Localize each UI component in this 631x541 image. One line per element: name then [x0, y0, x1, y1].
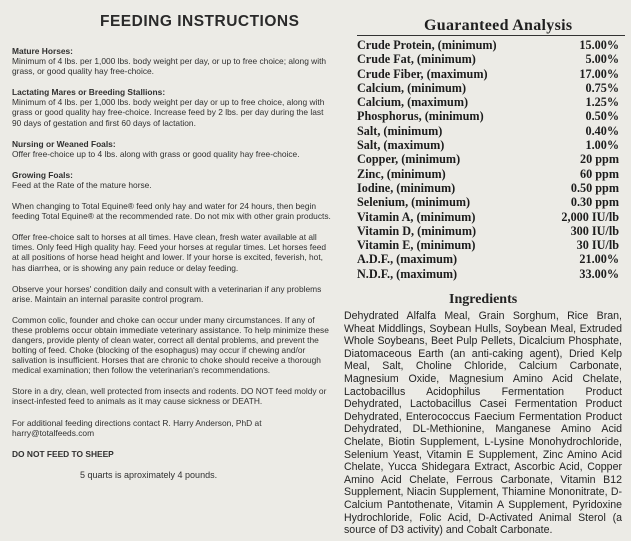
analysis-value: 20 ppm: [580, 152, 619, 167]
contact-paragraph: For additional feeding directions contact R. Harry Anderson, PhD at harry@totalfeeds.com: [12, 417, 262, 438]
analysis-name: Zinc, (minimum): [357, 166, 446, 181]
observe-paragraph: Observe your horses' condition daily and consult with a veterinarian if any problems arise. Maintain an internal parasite control program.: [12, 283, 322, 304]
analysis-value: 60 ppm: [580, 166, 619, 181]
analysis-value: 0.40%: [585, 123, 619, 138]
analysis-value: 2,000 IU/lb: [561, 209, 619, 224]
analysis-value: 0.30 ppm: [570, 195, 619, 210]
analysis-name: Crude Fat, (minimum): [357, 52, 476, 67]
no-sheep-warning: DO NOT FEED TO SHEEP: [12, 448, 114, 459]
analysis-name: Salt, (minimum): [357, 123, 443, 138]
analysis-value: 33.00%: [579, 266, 619, 281]
growing-section: [12, 170, 334, 190]
analysis-value: 21.00%: [579, 252, 619, 267]
analysis-row: [357, 252, 621, 266]
analysis-name: Selenium, (minimum): [357, 195, 471, 210]
analysis-value: 0.75%: [585, 80, 619, 95]
analysis-row: [357, 238, 621, 252]
mature-horses-heading: Mature Horses:: [12, 46, 73, 56]
analysis-value: 17.00%: [579, 66, 619, 81]
analysis-row: [357, 138, 621, 152]
guaranteed-analysis-rule: [357, 35, 625, 36]
growing-heading: Growing Foals:: [12, 169, 73, 180]
colic-paragraph: Common colic, founder and choke can occur under many circumstances. If any of these problems occur obtain immediate veterinary assistance. To help minimize these dangers, provide plenty of clean water, correct all dental problems, and prevent the bolting of feed. Choke (blocking of the esophagus) may occur if chewing and/or salivation is insufficient. Horses that are chronic to choke should receive a thorough medical examination; then follow the veterinarian's recommendations.: [12, 314, 329, 376]
feeding-instructions-title: FEEDING INSTRUCTIONS: [100, 13, 300, 30]
analysis-value: 5.00%: [585, 52, 619, 67]
analysis-row: [357, 152, 621, 166]
analysis-row: [357, 52, 621, 66]
nursing-section: [12, 139, 334, 159]
analysis-name: N.D.F., (maximum): [357, 266, 458, 281]
analysis-name: Vitamin A, (minimum): [357, 209, 476, 224]
lactating-text: Minimum of 4 lbs. per 1,000 lbs. body weight per day or up to free choice, along with grass or good quality hay free-choice. Increase feed by 2 lbs. per day during the last 90 days of gestation and first 60 days of lactation.: [12, 97, 325, 128]
analysis-row: [357, 81, 621, 95]
analysis-value: 0.50%: [585, 109, 619, 124]
analysis-name: Crude Protein, (minimum): [357, 38, 497, 52]
analysis-row: [357, 38, 621, 52]
guaranteed-analysis-table: [357, 38, 621, 281]
lactating-section: [12, 87, 334, 127]
analysis-row: [357, 167, 621, 181]
analysis-row: [357, 109, 621, 123]
mature-horses-text: Minimum of 4 lbs. per 1,000 lbs. body weight per day, or up to free choice; along with grass, or good quality hay free-choice.: [12, 56, 327, 77]
analysis-row: [357, 195, 621, 209]
analysis-name: Iodine, (minimum): [357, 180, 456, 195]
feeding-instructions-body: [12, 46, 334, 491]
salt-water-paragraph: Offer free-choice salt to horses at all times. Have clean, fresh water available at all times. Only feed High quality hay. Feed your horses at regular times. Let horses feed at all positions of horse head height and lower. If your horse is excited, feverish, hot, has diarrhea, or is showing any pain reduce or delay feeding.: [12, 232, 327, 273]
analysis-name: Salt, (maximum): [357, 138, 445, 153]
nursing-text: Offer free-choice up to 4 lbs. along with grass or good quality hay free-choice.: [12, 148, 300, 159]
ingredients-title: Ingredients: [449, 292, 518, 307]
storage-paragraph: Store in a dry, clean, well protected from insects and rodents. DO NOT feed moldy or insect-infested feed to animals as it may cause sickness or DEATH.: [12, 386, 327, 407]
analysis-name: Calcium, (maximum): [357, 95, 469, 110]
analysis-value: 1.00%: [585, 138, 619, 153]
growing-text: Feed at the Rate of the mature horse.: [12, 179, 152, 190]
analysis-value: 0.50 ppm: [570, 180, 619, 195]
analysis-row: [357, 267, 621, 281]
analysis-name: A.D.F., (maximum): [357, 252, 458, 267]
nursing-heading: Nursing or Weaned Foals:: [12, 138, 116, 149]
lactating-heading: Lactating Mares or Breeding Stallions:: [12, 87, 166, 98]
analysis-row: [357, 124, 621, 138]
analysis-name: Vitamin E, (minimum): [357, 238, 476, 253]
analysis-value: 300 IU/lb: [570, 223, 619, 238]
analysis-value: 1.25%: [585, 95, 619, 110]
analysis-row: [357, 67, 621, 81]
analysis-name: Phosphorus, (minimum): [357, 109, 484, 124]
ingredients-list: Dehydrated Alfalfa Meal, Grain Sorghum, Rice Bran, Wheat Middlings, Soybean Hulls, Soybean Meal, Extruded Whole Soybeans, Beet Pulp Pellets, Dicalcium Phosphate, Diatomaceous Earth (an anti-caking agent), Dried Kelp Meal, Salt, Choline Chloride, Calcium Carbonate, Magnesium Oxide, Magnesium Amino Acid Chelate, Lactobacillus Acidophilus Fermentation Product Dehydrated, Lactobacillus Casei Fermentation Product Dehydrated, Enterococcus Faecium Fermentation Product Dehydrated, DL-Methionine, Manganese Amino Acid Chelate, Biotin Supplement, L-Lysine Monohydrochloride, Selenium Yeast, Vitamin E Supplement, Zinc Amino Acid Chelate, Yucca Shidegara Extract, Ascorbic Acid, Copper Amino Acid Chelate, Ferrous Carbonate, Vitamin B12 Supplement, Niacin Supplement, Thiamine Mononitrate, D-Calcium Pantothenate, Vitamin A Supplement, Pyridoxine Hydrochloride, Folic Acid, D-Activated Animal Sterol (a source of D3 activity) and Cobalt Carbonate.: [344, 310, 622, 537]
analysis-value: 30 IU/lb: [576, 238, 619, 253]
mature-horses-section: [12, 46, 334, 76]
analysis-row: [357, 181, 621, 195]
analysis-name: Vitamin D, (minimum): [357, 223, 477, 238]
analysis-row: [357, 95, 621, 109]
analysis-name: Calcium, (minimum): [357, 80, 467, 95]
quarts-note: 5 quarts is aproximately 4 pounds.: [80, 469, 218, 480]
analysis-row: [357, 224, 621, 238]
changing-feed-paragraph: When changing to Total Equine® feed only hay and water for 24 hours, then begin feeding Total Equine® at the recommended rate. Do not mix with other grain products.: [12, 201, 331, 222]
guaranteed-analysis-title: Guaranteed Analysis: [424, 17, 573, 34]
analysis-name: Copper, (minimum): [357, 152, 461, 167]
analysis-row: [357, 210, 621, 224]
analysis-value: 15.00%: [579, 38, 619, 52]
analysis-name: Crude Fiber, (maximum): [357, 66, 488, 81]
